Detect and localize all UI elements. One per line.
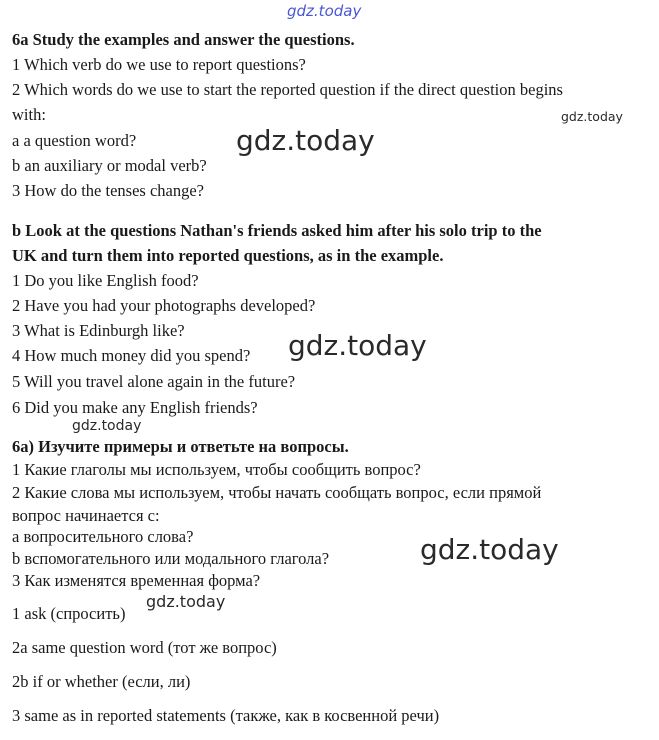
question-line: 2 Which words do we use to start the reported question if the direct question begins [12, 80, 563, 99]
russian-line: 3 Как изменятся временная форма? [12, 571, 261, 590]
russian-line: b вспомогательного или модального глагола? [12, 549, 330, 568]
list-item: 5 Will you travel alone again in the future? [12, 372, 296, 391]
watermark-large: gdz.today [236, 124, 375, 157]
watermark-small: gdz.today [146, 592, 226, 611]
exercise-heading-6a: 6a Study the examples and answer the questions. [12, 30, 355, 49]
exercise-heading-b: UK and turn them into reported questions, as in the example. [12, 246, 444, 265]
question-line: a a question word? [12, 131, 137, 150]
russian-line: 2 Какие слова мы используем, чтобы начать сообщать вопрос, если прямой [12, 483, 542, 502]
list-item: 2 Have you had your photographs developed? [12, 296, 316, 315]
answer-line: 2a same question word (тот же вопрос) [12, 638, 277, 657]
exercise-heading-b: b Look at the questions Nathan's friends asked him after his solo trip to the [12, 221, 542, 240]
answer-line: 3 same as in reported statements (также, как в косвенной речи) [12, 706, 440, 725]
question-line: 3 How do the tenses change? [12, 181, 204, 200]
russian-line: 1 Какие глаголы мы используем, чтобы сообщить вопрос? [12, 460, 421, 479]
watermark-large: gdz.today [288, 329, 427, 362]
question-line: 1 Which verb do we use to report questions? [12, 55, 306, 74]
watermark-small: gdz.today [72, 418, 142, 434]
question-line: b an auxiliary or modal verb? [12, 156, 207, 175]
list-item: 6 Did you make any English friends? [12, 398, 258, 417]
russian-line: вопрос начинается с: [12, 506, 160, 525]
answer-line: 1 ask (спросить) [12, 604, 126, 623]
russian-line: a вопросительного слова? [12, 527, 194, 546]
watermark-large: gdz.today [420, 533, 559, 566]
watermark-top: gdz.today [287, 2, 362, 20]
answer-line: 2b if or whether (если, ли) [12, 672, 191, 691]
watermark-small: gdz.today [561, 109, 623, 124]
list-item: 3 What is Edinburgh like? [12, 321, 185, 340]
question-line: with: [12, 105, 46, 124]
russian-heading: 6а) Изучите примеры и ответьте на вопросы. [12, 437, 349, 456]
list-item: 4 How much money did you spend? [12, 346, 251, 365]
list-item: 1 Do you like English food? [12, 271, 199, 290]
